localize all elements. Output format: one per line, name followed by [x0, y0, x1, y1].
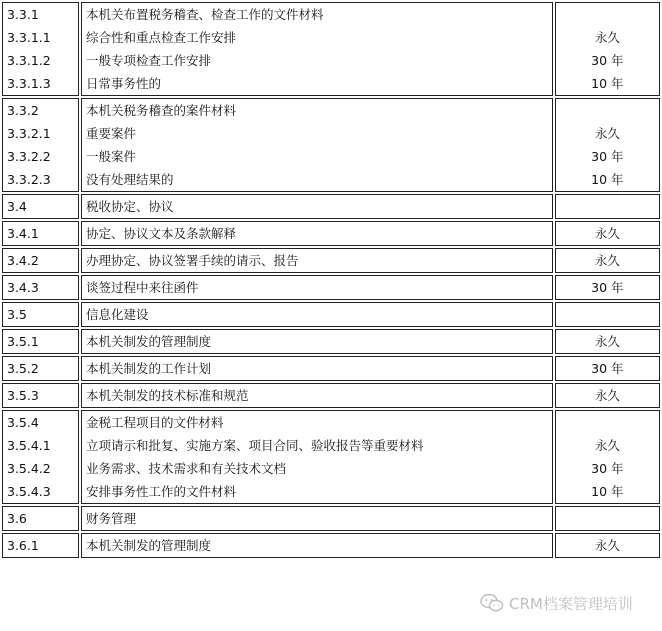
retention-period-text: 30 年 [591, 361, 624, 376]
item-code-text: 3.6 [7, 511, 27, 526]
item-title-cell [81, 506, 553, 531]
retention-period-cell [555, 194, 660, 219]
item-code-text: 3.6.1 [7, 538, 39, 553]
retention-period-cell [555, 383, 660, 408]
item-code-text: 3.5.2 [7, 361, 39, 376]
retention-period-text: 30 年 [591, 280, 624, 295]
item-title-cell [81, 329, 553, 354]
item-code-cell [2, 221, 79, 246]
item-title-text: 税收协定、协议 [85, 199, 174, 214]
item-code-text: 3.4.3 [7, 280, 39, 295]
table-row [2, 533, 660, 558]
retention-period-text: 永久 [594, 538, 620, 553]
retention-period-text [560, 195, 655, 218]
item-title-cell [81, 356, 553, 381]
item-code-cell [2, 98, 79, 192]
table-row [2, 383, 660, 408]
item-code-text: 3.3.2 [7, 103, 39, 118]
retention-period-text: 30 年 [591, 149, 624, 164]
table-row [2, 194, 660, 219]
retention-period-text: 10 年 [591, 484, 624, 499]
item-title-text: 财务管理 [85, 511, 136, 526]
item-title-text: 本机关制发的管理制度 [85, 334, 211, 349]
item-title-text: 综合性和重点检查工作安排 [85, 30, 236, 45]
item-title-text: 本机关布置税务稽查、检查工作的文件材料 [85, 7, 324, 22]
retention-period-text: 永久 [594, 226, 620, 241]
retention-period-cell [555, 506, 660, 531]
item-code-cell [2, 275, 79, 300]
item-code-cell [2, 2, 79, 96]
item-title-text: 日常事务性的 [85, 76, 161, 91]
item-title-cell [81, 194, 553, 219]
item-title-text: 一般专项检查工作安排 [85, 53, 211, 68]
item-code-cell [2, 194, 79, 219]
item-code-text: 3.3.1.3 [7, 76, 51, 91]
retention-period-cell [555, 533, 660, 558]
watermark [480, 592, 633, 614]
table-body [2, 2, 660, 558]
item-code-text: 3.3.1.1 [7, 30, 51, 45]
table-row [2, 248, 660, 273]
item-code-cell [2, 533, 79, 558]
item-title-text: 业务需求、技术需求和有关技术文档 [85, 461, 286, 476]
table-row [2, 506, 660, 531]
item-title-text: 金税工程项目的文件材料 [85, 415, 224, 430]
item-code-text: 3.5.3 [7, 388, 39, 403]
table-row [2, 329, 660, 354]
item-title-text: 谈签过程中来往函件 [85, 280, 199, 295]
retention-period-cell [555, 302, 660, 327]
retention-period-text [560, 303, 655, 326]
retention-period-cell [555, 98, 660, 192]
item-code-text: 3.3.2.3 [7, 172, 51, 187]
retention-period-cell [555, 356, 660, 381]
item-title-text: 本机关制发的工作计划 [85, 361, 211, 376]
item-code-text: 3.4.1 [7, 226, 39, 241]
retention-period-cell [555, 248, 660, 273]
item-code-text: 3.3.2.2 [7, 149, 51, 164]
retention-period-text: 10 年 [591, 172, 624, 187]
item-title-cell [81, 2, 553, 96]
retention-period-text: 30 年 [591, 461, 624, 476]
item-code-text: 3.3.2.1 [7, 126, 51, 141]
item-code-cell [2, 356, 79, 381]
item-code-text: 3.3.1.2 [7, 53, 51, 68]
retention-period-cell [555, 221, 660, 246]
retention-period-text: 永久 [594, 253, 620, 268]
item-title-cell [81, 383, 553, 408]
table-row [2, 410, 660, 504]
table-row [2, 275, 660, 300]
item-title-text: 立项请示和批复、实施方案、项目合同、验收报告等重要材料 [85, 438, 424, 453]
item-code-cell [2, 302, 79, 327]
item-title-text: 本机关税务稽查的案件材料 [85, 103, 236, 118]
table-row [2, 221, 660, 246]
wechat-icon [480, 593, 504, 613]
item-title-cell [81, 410, 553, 504]
item-title-cell [81, 248, 553, 273]
item-title-cell [81, 533, 553, 558]
retention-period-text [560, 507, 655, 530]
retention-period-text: 永久 [594, 438, 620, 453]
retention-period-text: 永久 [594, 126, 620, 141]
retention-period-text [560, 99, 655, 122]
retention-period-text: 30 年 [591, 53, 624, 68]
item-code-cell [2, 383, 79, 408]
table-row [2, 98, 660, 192]
item-title-text: 重要案件 [85, 126, 136, 141]
item-code-text: 3.5 [7, 307, 27, 322]
table-row [2, 302, 660, 327]
retention-period-cell [555, 410, 660, 504]
item-code-text: 3.4 [7, 199, 27, 214]
watermark-text: CRM档案管理培训 [509, 594, 633, 613]
item-title-cell [81, 302, 553, 327]
item-code-text: 3.5.4.1 [7, 438, 51, 453]
item-title-text: 协定、协议文本及条款解释 [85, 226, 236, 241]
item-code-text: 3.5.4.2 [7, 461, 51, 476]
item-title-text: 信息化建设 [85, 307, 149, 322]
item-code-text: 3.4.2 [7, 253, 39, 268]
item-code-cell [2, 506, 79, 531]
retention-period-text: 永久 [594, 334, 620, 349]
item-code-text: 3.3.1 [7, 7, 39, 22]
item-code-text: 3.5.4 [7, 415, 39, 430]
item-code-text: 3.5.1 [7, 334, 39, 349]
item-code-cell [2, 248, 79, 273]
item-title-text: 没有处理结果的 [85, 172, 174, 187]
item-code-text: 3.5.4.3 [7, 484, 51, 499]
item-title-text: 本机关制发的技术标准和规范 [85, 388, 249, 403]
table-row [2, 2, 660, 96]
retention-period-text: 10 年 [591, 76, 624, 91]
table-row [2, 356, 660, 381]
retention-period-cell [555, 275, 660, 300]
retention-period-cell [555, 2, 660, 96]
item-title-cell [81, 98, 553, 192]
item-title-cell [81, 275, 553, 300]
retention-period-text: 永久 [594, 30, 620, 45]
item-title-text: 本机关制发的管理制度 [85, 538, 211, 553]
retention-period-cell [555, 329, 660, 354]
item-code-cell [2, 329, 79, 354]
item-title-text: 一般案件 [85, 149, 136, 164]
retention-period-text [560, 411, 655, 434]
retention-period-text: 永久 [594, 388, 620, 403]
retention-period-text [560, 3, 655, 26]
item-code-cell [2, 410, 79, 504]
item-title-text: 办理协定、协议签署手续的请示、报告 [85, 253, 299, 268]
item-title-text: 安排事务性工作的文件材料 [85, 484, 236, 499]
item-title-cell [81, 221, 553, 246]
